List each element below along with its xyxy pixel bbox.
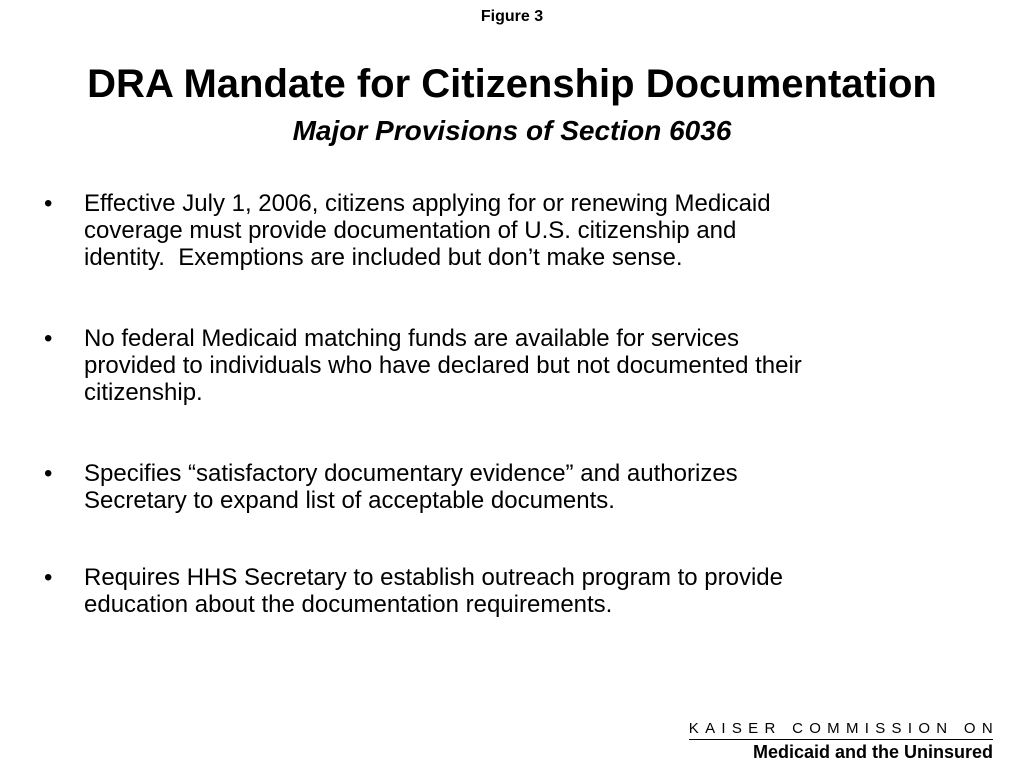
bullet-item xyxy=(40,460,970,514)
bullet-item xyxy=(40,190,970,271)
bullet-line: education about the documentation requirements. xyxy=(84,591,613,618)
bullet-line: coverage must provide documentation of U.S. citizenship and xyxy=(84,217,737,244)
bullet-line: Requires HHS Secretary to establish outreach program to provide xyxy=(84,564,783,591)
bullet-line: Effective July 1, 2006, citizens applying for or renewing Medicaid xyxy=(84,190,771,217)
slide-title: DRA Mandate for Citizenship Documentation xyxy=(87,62,937,106)
bullet-dot-icon: • xyxy=(44,564,53,591)
bullet-dot-icon: • xyxy=(44,325,53,352)
kaiser-footer-logo xyxy=(688,720,999,762)
bullet-dot-icon: • xyxy=(44,190,53,217)
bullet-item xyxy=(40,564,970,618)
footer-divider xyxy=(689,739,993,740)
bullet-item xyxy=(40,325,970,406)
figure-label: Figure 3 xyxy=(480,8,544,25)
footer-program: Medicaid and the Uninsured xyxy=(752,742,993,762)
bullet-line: identity. Exemptions are included but don’t make sense. xyxy=(84,244,683,271)
bullet-line: No federal Medicaid matching funds are available for services xyxy=(84,325,739,352)
bullet-line: provided to individuals who have declared but not documented their xyxy=(84,352,802,379)
bullet-dot-icon: • xyxy=(44,460,53,487)
bullet-line: Secretary to expand list of acceptable documents. xyxy=(84,487,615,514)
bullet-line: citizenship. xyxy=(84,379,203,406)
bullet-line: Specifies “satisfactory documentary evidence” and authorizes xyxy=(84,460,738,487)
footer-organization: KAISER COMMISSION ON xyxy=(688,720,999,737)
bullet-list xyxy=(40,190,970,672)
slide-subtitle: Major Provisions of Section 6036 xyxy=(292,115,732,146)
